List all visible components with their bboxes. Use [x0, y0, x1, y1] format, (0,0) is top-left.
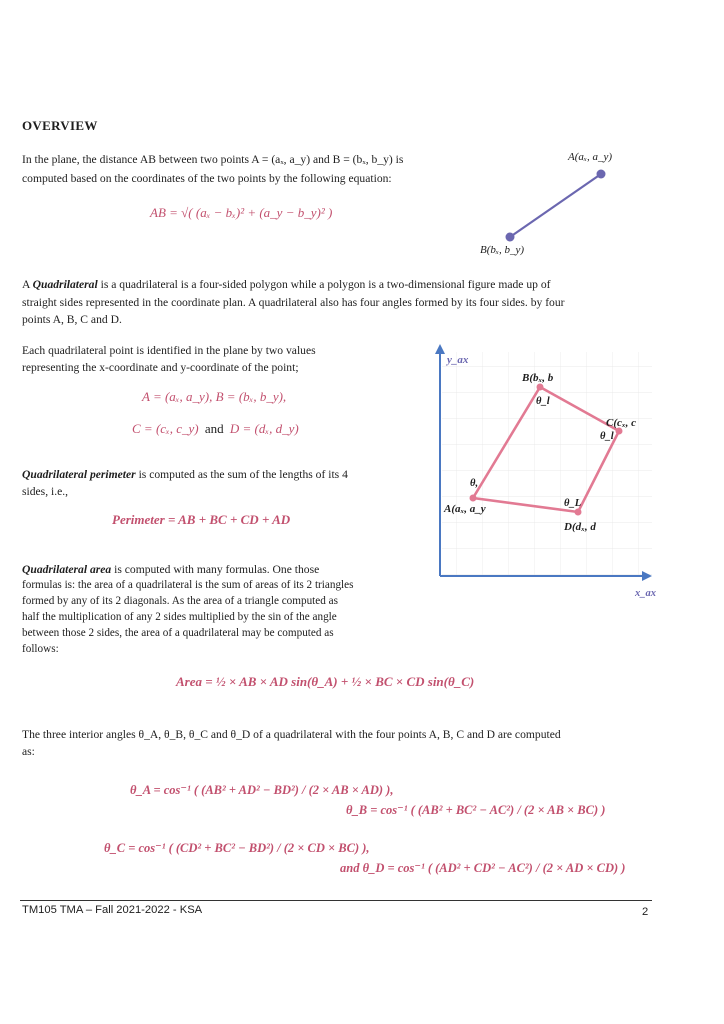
- perimeter-line2: sides, i.e.,: [22, 485, 69, 498]
- segment-label-a: A(aₓ, a_y): [568, 151, 613, 163]
- area-formula: Area = ½ × AB × AD sin(θ_A) + ½ × BC × CD sin(θ_C): [176, 674, 475, 689]
- theta-b-formula: θ_B = cos⁻¹ ( (AB² + BC² − AC²) / (2 × AB × BC) ): [346, 803, 606, 817]
- angle-label-b: θ_l: [536, 396, 550, 407]
- segment-figure: [460, 140, 660, 260]
- quad-label-b: B(bₓ, b: [522, 372, 554, 384]
- perimeter-term: Quadrilateral perimeter: [22, 468, 136, 481]
- quad-label-d: D(dₓ, d: [564, 521, 596, 533]
- y-axis-arrow: [435, 344, 445, 354]
- theta-a-formula: θ_A = cos⁻¹ ( (AB² + AD² − BD²) / (2 × AB × AD) ),: [130, 783, 394, 797]
- quad-grid: [442, 352, 652, 576]
- angle-label-a: θ,: [470, 478, 479, 489]
- segment-ab: [510, 174, 601, 237]
- points-line2: representing the x-coordinate and y-coordinate of the point;: [22, 361, 299, 374]
- theta-c-formula: θ_C = cos⁻¹ ( (CD² + BC² − BD²) / (2 × CD × BC) ),: [104, 841, 370, 855]
- area-line2: formulas is: the area of a quadrilateral is the sum of areas of its 2 triangles: [22, 579, 354, 591]
- area-line1: Quadrilateral area is computed with many formulas. One those: [22, 563, 320, 576]
- footer-course: TM105 TMA – Fall 2021-2022 - KSA: [22, 904, 203, 916]
- quad-point-a: [470, 495, 477, 502]
- area-line6: follows:: [22, 643, 59, 655]
- formula-points-cd: C = (cₓ, c_y) and D = (dₓ, d_y): [132, 421, 299, 436]
- area-line4: half the multiplication of any 2 sides multiplied by the sin of the angle: [22, 611, 337, 623]
- theta-d-formula: and θ_D = cos⁻¹ ( (AD² + CD² − AC²) / (2 × AD × CD) ): [340, 861, 626, 875]
- footer-rule: [20, 900, 652, 901]
- quadrilateral-intro-line2: straight sides represented in the coordinate plan. A quadrilateral also has four angles formed by its four sides. by four: [22, 296, 565, 309]
- points-line1: Each quadrilateral point is identified in the plane by two values: [22, 344, 316, 357]
- angles-line2: as:: [22, 745, 35, 758]
- quadrilateral-intro-line3: points A, B, C and D.: [22, 313, 122, 326]
- formula-points-ab: A = (aₓ, a_y), B = (bₓ, b_y),: [142, 389, 287, 404]
- segment-label-b: B(bₓ, b_y): [480, 244, 525, 256]
- y-axis-label: y_ax: [447, 354, 469, 366]
- distance-intro-line2: computed based on the coordinates of the two points by the following equation:: [22, 172, 392, 185]
- perimeter-line1: Quadrilateral perimeter is computed as the sum of the lengths of its 4: [22, 468, 348, 481]
- overview-heading: OVERVIEW: [22, 118, 98, 133]
- quadrilateral-intro-line1: A Quadrilateral is a quadrilateral is a four-sided polygon while a polygon is a two-dimensional figure made up of: [22, 278, 551, 291]
- angles-line1: The three interior angles θ_A, θ_B, θ_C and θ_D of a quadrilateral with the four points A, B, C and D are computed: [22, 728, 561, 741]
- perimeter-formula: Perimeter = AB + BC + CD + AD: [112, 512, 291, 527]
- quad-point-d: [575, 509, 582, 516]
- angle-label-c: θ_l: [600, 431, 614, 442]
- quad-point-b: [537, 384, 544, 391]
- segment-point-b: [506, 233, 515, 242]
- quad-label-a: A(aₓ, a_y: [444, 503, 486, 515]
- area-line3: formed by any of its 2 diagonals. As the area of a triangle computed as: [22, 595, 338, 607]
- footer-page-number: 2: [642, 906, 649, 918]
- area-term: Quadrilateral area: [22, 563, 112, 576]
- quad-label-c: C(cₓ, c: [606, 417, 637, 429]
- segment-point-a: [597, 170, 606, 179]
- quadrilateral-term: Quadrilateral: [32, 278, 98, 291]
- quad-figure: [430, 340, 660, 600]
- area-line5: between those 2 sides, the area of a quadrilateral may be computed as: [22, 627, 334, 639]
- angle-label-d: θ_L: [564, 498, 582, 509]
- x-axis-label: x_ax: [635, 588, 656, 599]
- distance-intro-line1: In the plane, the distance AB between two points A = (aₓ, a_y) and B = (bₓ, b_y) is: [22, 153, 404, 166]
- distance-formula: AB = √( (aₓ − bₓ)² + (a_y − b_y)² ): [150, 205, 333, 220]
